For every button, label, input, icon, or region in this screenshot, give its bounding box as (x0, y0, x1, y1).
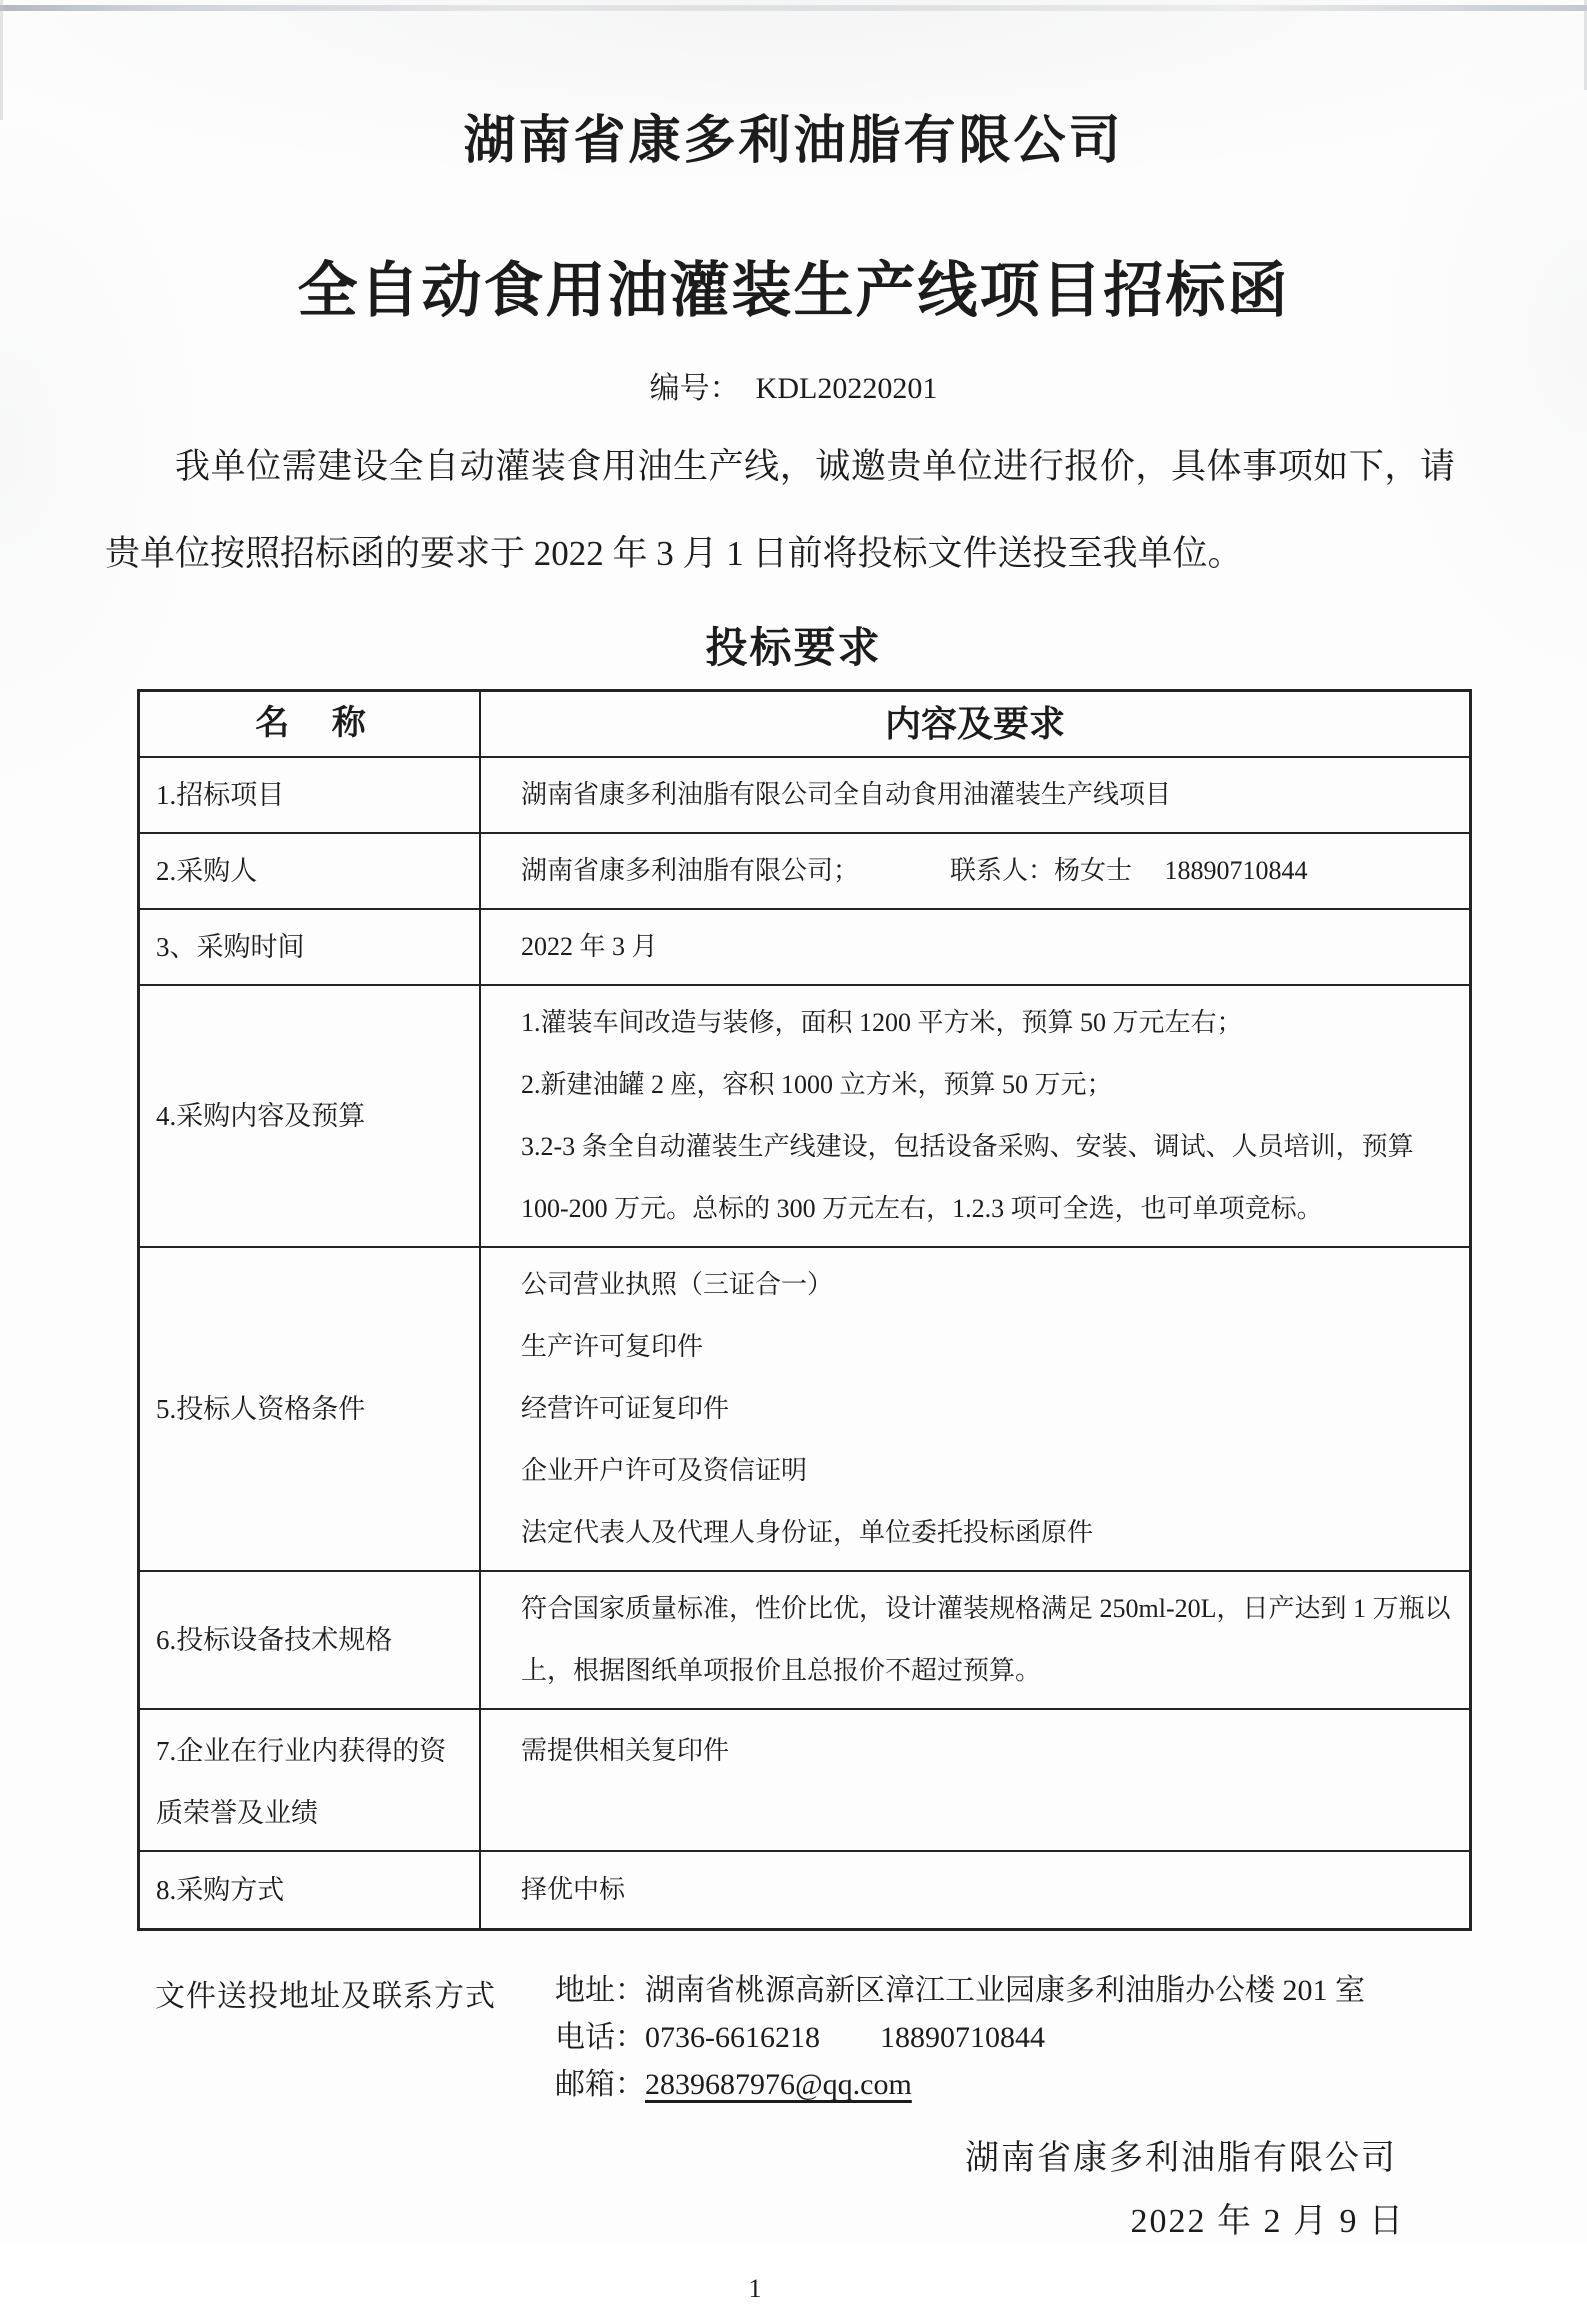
address-line (555, 1967, 1365, 2014)
requirements-table (137, 689, 1472, 1931)
table-row (140, 1708, 1469, 1850)
email-label: 邮箱： (555, 2068, 645, 2101)
row-content-line: 湖南省康多利油脂有限公司； 联系人：杨女士 18890710844 (521, 856, 1308, 885)
doc-number-label: 编号： (649, 372, 740, 405)
email-value: 2839687976@qq.com (645, 2068, 912, 2101)
table-row (140, 1850, 1469, 1928)
row-content-line: 1.灌装车间改造与装修，面积 1200 平方米，预算 50 万元左右； (521, 1008, 1243, 1037)
row-content-cell (481, 834, 1469, 908)
row-name-cell: 1.招标项目 (140, 758, 481, 832)
row-content-cell (481, 1248, 1469, 1570)
row-content-line: 3.2-3 条全自动灌装生产线建设，包括设备采购、安装、调试、人员培训，预算 100-200 万元。总标的 300 万元左右，1.2.3 项可全选，也可单项竞标。 (521, 1132, 1421, 1223)
table-row (140, 984, 1469, 1246)
signature-date: 2022 年 2 月 9 日 (1130, 2203, 1405, 2240)
signature-company: 湖南省康多利油脂有限公司 (965, 2140, 1397, 2177)
row-content-cell (481, 910, 1469, 984)
document-title: 全自动食用油灌装生产线项目招标函 (297, 257, 1290, 324)
doc-number-line (0, 363, 1587, 407)
row-name-cell: 6.投标设备技术规格 (140, 1572, 481, 1708)
row-content-cell (481, 1572, 1469, 1708)
row-content-line: 法定代表人及代理人身份证，单位委托投标函原件 (521, 1518, 1094, 1547)
phone-label: 电话： (555, 2021, 645, 2054)
row-name-cell: 4.采购内容及预算 (140, 986, 481, 1246)
row-content-cell (481, 986, 1469, 1246)
row-content-line: 经营许可证复印件 (521, 1394, 730, 1423)
table-row (140, 908, 1469, 984)
header-content-cell: 内容及要求 (884, 704, 1065, 744)
intro-paragraph: 我单位需建设全自动灌装食用油生产线，诚邀贵单位进行报价，具体事项如下，请贵单位按照招标函的要求于 2022 年 3 月 1 日前将投标文件送投至我单位。 (105, 447, 1455, 573)
row-name-cell: 7.企业在行业内获得的资质荣誉及业绩 (140, 1710, 481, 1850)
table-row (140, 1246, 1469, 1570)
row-content-line: 湖南省康多利油脂有限公司全自动食用油灌装生产线项目 (521, 780, 1172, 809)
section-title: 投标要求 (705, 626, 882, 672)
address-label: 地址： (555, 1974, 645, 2007)
header-name-cell: 名 称 (140, 692, 481, 756)
row-content-cell (481, 1710, 1469, 1850)
row-name-cell: 5.投标人资格条件 (140, 1248, 481, 1570)
email-line (555, 2061, 1365, 2108)
row-content-line: 企业开户许可及资信证明 (521, 1456, 808, 1485)
table-row (140, 756, 1469, 832)
row-content-line: 2022 年 3 月 (521, 932, 658, 961)
row-content-line: 择优中标 (521, 1875, 626, 1904)
scan-edge-artifact-left (0, 0, 3, 120)
page-number: 1 (748, 2274, 762, 2303)
table-row (140, 1570, 1469, 1708)
delivery-contact-lines (555, 1967, 1365, 2108)
scan-edge-artifact-top (0, 5, 1587, 11)
row-content-line: 生产许可复印件 (521, 1332, 704, 1361)
delivery-contact-label: 文件送投地址及联系方式 (155, 1980, 496, 2013)
row-name-cell: 2.采购人 (140, 834, 481, 908)
row-content-line: 符合国家质量标准，性价比优，设计灌装规格满足 250ml-20L，日产达到 1 万瓶以上，根据图纸单项报价且总报价不超过预算。 (521, 1594, 1451, 1685)
row-content-line: 公司营业执照（三证合一） (521, 1270, 834, 1299)
doc-number-value: KDL20220201 (755, 372, 938, 405)
row-content-cell (481, 758, 1469, 832)
address-value: 湖南省桃源高新区漳江工业园康多利油脂办公楼 201 室 (645, 1974, 1365, 2007)
row-name-cell: 3、采购时间 (140, 910, 481, 984)
phone-line (555, 2014, 1365, 2061)
row-content-line: 需提供相关复印件 (521, 1736, 730, 1765)
delivery-contact-block (155, 1967, 1587, 2108)
row-name-cell: 8.采购方式 (140, 1852, 481, 1928)
company-title: 湖南省康多利油脂有限公司 (463, 112, 1124, 170)
row-content-cell (481, 1852, 1469, 1928)
table-row (140, 832, 1469, 908)
row-content-line: 2.新建油罐 2 座，容积 1000 立方米，预算 50 万元； (521, 1070, 1113, 1099)
phone-value: 0736-6616218 18890710844 (645, 2021, 1045, 2054)
table-header-row (140, 692, 1469, 756)
